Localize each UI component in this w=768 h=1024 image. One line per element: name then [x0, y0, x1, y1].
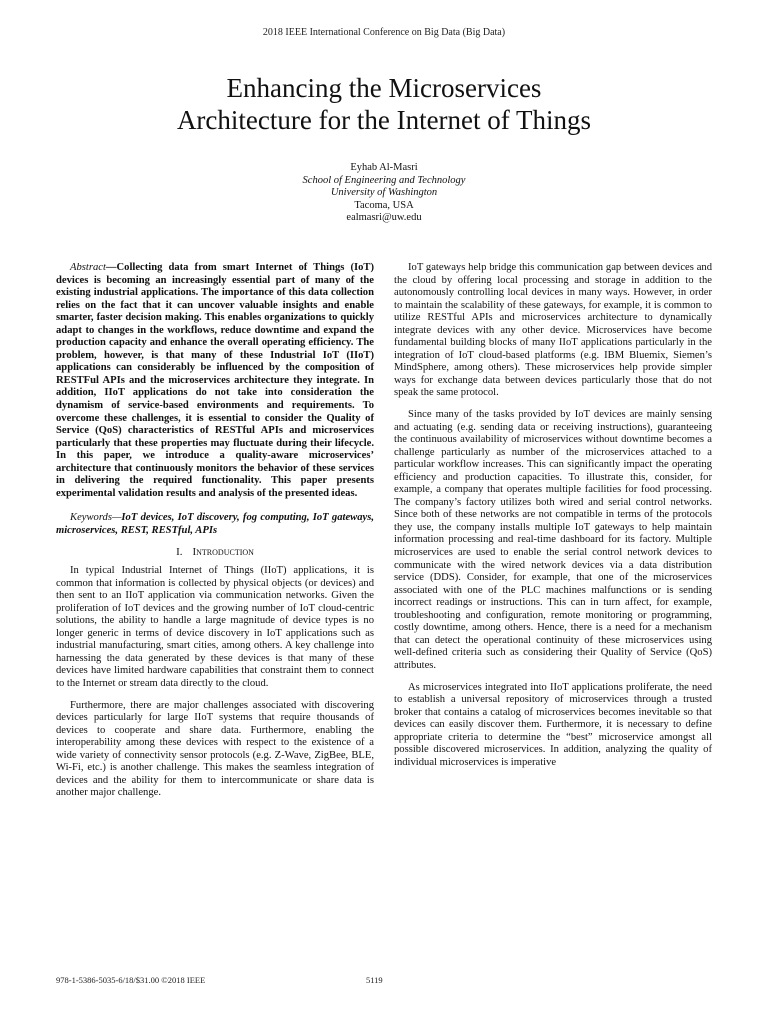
paper-title [60, 72, 708, 136]
keywords-dash: — [111, 512, 122, 524]
section-heading [56, 546, 374, 559]
author-university: University of Washington [330, 187, 438, 199]
body-paragraph-3: As microservices integrated into IIoT applications proliferate, the need to establish a universal repository of microservices through a trusted broker that contains a catalog of microservices becomes inevitable so that devices can easily discover them. Furthermore, it is necessary to define appropriate criteria to determine the “best” microservice amongst all possible discovered microservices. In addition, analyzing the quality of individual microservices is imperative [394, 681, 712, 768]
title-line-1: Enhancing the Microservices [226, 73, 542, 103]
author-email: ealmasri@uw.edu [346, 212, 422, 224]
keywords [56, 512, 374, 537]
conference-header: 2018 IEEE International Conference on Big Data (Big Data) [262, 27, 506, 38]
abstract-dash: — [105, 262, 117, 273]
author-block [0, 162, 768, 225]
author-name: Eyhab Al-Masri [350, 162, 418, 173]
intro-paragraph-2: Furthermore, there are major challenges associated with discovering devices particularly for large IIoT systems that require thousands of devices to cooperate and share data. Furthermore, enabling the interoperability among these devices with respect to the existence of a wide variety of connectivity sensor protocols (e.g. Z-Wave, ZigBee, BLE, Wi-Fi, etc.) is another challenge. This makes the seamless integration of devices and the ability for them to intercommunicate or share data is another major challenge. [56, 699, 374, 799]
section-number: I. [176, 546, 183, 559]
keywords-lead: Keywords [70, 512, 112, 524]
author-department: School of Engineering and Technology [302, 174, 466, 186]
copyright-footer: 978-1-5386-5035-6/18/$31.00 ©2018 IEEE [56, 975, 206, 985]
author-location: Tacoma, USA [354, 199, 414, 211]
left-column [56, 262, 374, 809]
title-line-2: Architecture for the Internet of Things [176, 105, 592, 135]
keywords-text: IoT devices, IoT discovery, fog computing, IoT gateways, microservices, REST, RESTful, APIs [56, 512, 374, 536]
page-number: 5119 [366, 975, 383, 985]
abstract [56, 262, 374, 500]
intro-paragraph-1: In typical Industrial Internet of Things (IIoT) applications, it is common that information is collected by physical objects (or devices) and then sent to an IIoT application via communication networks. Given the proliferation of IoT devices and the growing number of IoT cloud-centric solutions, the ability to handle a large magnitude of device types is no longer generic in terms of device discovery in IoT applications such as industrial manufacturing, smart cities, among others. A key challenge into harnessing the data generated by these devices is that many of these devices have limited hardware capabilities that constraint them to connect to the Internet or stream data directly to the cloud. [56, 565, 374, 689]
right-column [394, 262, 712, 778]
abstract-lead: Abstract [70, 262, 106, 273]
body-paragraph-1: IoT gateways help bridge this communication gap between devices and the cloud by offering local processing and storage in addition to the autonomously controlling local devices in many ways. However, in order to maintain the scalability of these gateways, for example, it is common to utilize RESTful APIs and microservices architecture to dynamically integrate devices with any other device. Microservices have become fundamental building blocks of many IIoT applications particularly in the integration of IoT cloud-based platforms (e.g. IBM Bluemix, Siemen’s MindSphere, among others). These microservices help provide simpler ways for exchange data between devices particularly those that do not speak the same protocol. [394, 262, 712, 399]
body-paragraph-2: Since many of the tasks provided by IoT devices are mainly sensing and actuating (e.g. sending data or receiving instructions), guaranteeing the continuous availability of microservices without downtime becomes a challenge particularly as number of the microservices attached to a particular workflow increases. This can significantly impact the operating efficiency and production capacities. To illustrate this, consider, for example, a company that operates multiple facilities for food processing. The company’s factory utilizes both wired and serial control networks. Since both of these networks are not compatible in terms of the protocols they use, the company installs multiple IoT gateways to help maintain information processing and real-time dashboard for its factory. Multiple microservices are used to enable the serial control network devices to communicate with the wired network devices via a data distribution service (DDS). Consider, for example, that one of the microservices associated with one of the PLC machines malfunctions or is sending incorrect readings or instructions. This can in turn affect, for example, troubleshooting and configuration, remote monitoring or programming, costly downtime, among others. Hence, there is a need for a mechanism that can detect the operational continuity of these microservices using well-defined criteria such as considering their Quality of Service (QoS) attributes. [394, 409, 712, 671]
section-title: Introduction [192, 546, 254, 559]
abstract-text: Collecting data from smart Internet of Things (IoT) devices is becoming an increasingly essential part of many of the existing industrial applications. The importance of this data collection relies on the fact that it can uncover valuable insights and enable smarter, faster decision making. This enables organizations to quickly adapt to changes in the workflows, reduce downtime and expand the production capacity and enhance the overall operating efficiency. The problem, however, is that many of these Industrial IoT (IIoT) applications can considerably be influenced by the composition of RESTFul APIs and the microservices architecture they integrate. In addition, IIoT applications do not take into consideration the dynamism of service-based environments and requirements. To overcome these challenges, it is essential to consider the Quality of Service (QoS) characteristics of RESTful APIs and microservices particularly that these properties may fluctuate during their lifecycle. In this paper, we introduce a quality-aware microservices’ architecture that continuously monitors the behavior of these services in delivering the required functionality. This paper presents experimental validation results and analysis of the presented ideas. [56, 262, 374, 499]
